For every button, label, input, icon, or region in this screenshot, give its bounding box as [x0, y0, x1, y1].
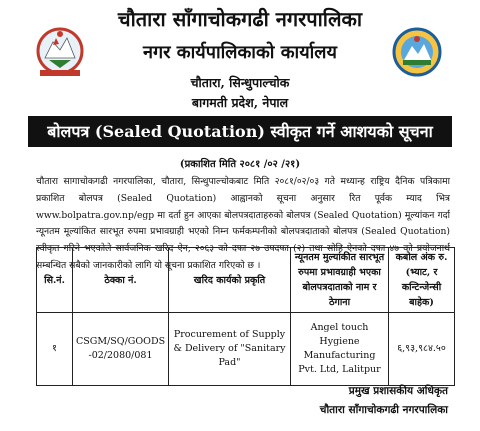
table-row: [37, 313, 455, 386]
cell-amount: ६,९३,९८४.५०: [389, 313, 455, 386]
table-header-row: [37, 248, 455, 313]
office-address: चौतारा, सिन्धुपाल्चोक: [190, 75, 290, 90]
cell-bidder: Angel touch Hygiene Manufacturing Pvt. Ltd, Lalitpur: [291, 313, 389, 386]
header-nature: खरिद कार्यको प्रकृति: [169, 248, 291, 313]
cell-contract-no: CSGM/SQ/GOODS -02/2080/081: [73, 313, 169, 386]
published-date: (प्रकाशित मिति २०८१ /०२ /२१): [179, 159, 301, 170]
municipality-title: चौतारा साँगाचोकगढी नगरपालिका: [117, 7, 363, 31]
cell-nature: Procurement of Supply & Delivery of "Sanitary Pad": [169, 313, 291, 386]
signatory-office: चौतारा साँगाचोकगढी नगरपालिका: [319, 404, 448, 416]
office-title: नगर कार्यपालिकाको कार्यालय: [143, 42, 337, 63]
signatory-designation: प्रमुख प्रशासकीय अधिकृत: [348, 385, 448, 397]
header-amount: कबोल अंक रु. (भ्याट, र कन्टिन्जेन्सी बाहेक): [389, 248, 455, 313]
header-contract-no: ठेक्का नं.: [73, 248, 169, 313]
cell-sn: १: [37, 313, 73, 386]
province-label: बागमती प्रदेश, नेपाल: [191, 95, 289, 110]
header-bidder: न्यूनतम मुल्यांकीत सारभूत रुपमा प्रभावग्राही भएका बोलपत्रदाताको नाम र ठेगाना: [291, 248, 389, 313]
header-sn: सि.नं.: [37, 248, 73, 313]
notice-title-banner: बोलपत्र (Sealed Quotation) स्वीकृत गर्ने आशयको सूचना: [28, 116, 452, 147]
bid-table: [36, 247, 455, 386]
notice-body: चौतारा सागाचोकगढी नगरपालिका, चौतारा, सिन्धुपाल्चोकबाट मिति २०८१/०२/०३ गते मध्यान्ह राष्ट्रिय दैनिक पत्रिकामा प्रकाशित बोलपत्र (Sealed Quotation) आह्वानको सूचना अनुसार रित पूर्वक म्याद भित्र www.bolpatra.gov.np/egp मा दर्ता हुन आएका बोलपत्रदाताहरुको बोलपत्र (Sealed Quotation) मूल्यांकन गर्दा न्यूनतम मूल्यांकित सारभूत रुपमा प्रभावग्राही भएको निम्न फर्मकम्पनीको बोलपत्रदाताको बोलपत्र (Sealed Quotation) स्वीकृत गरिने भएकोले सार्वजनिक खरिद ऐन, २०६३ को दफा २७ उपदफा (२) तथा सोहि ऐनको दफा ४७ को प्रयोजनार्थ सम्बन्धित सबैको जानकारीको लागि यो सूचना प्रकाशित गरिएको छ ।: [36, 176, 450, 271]
